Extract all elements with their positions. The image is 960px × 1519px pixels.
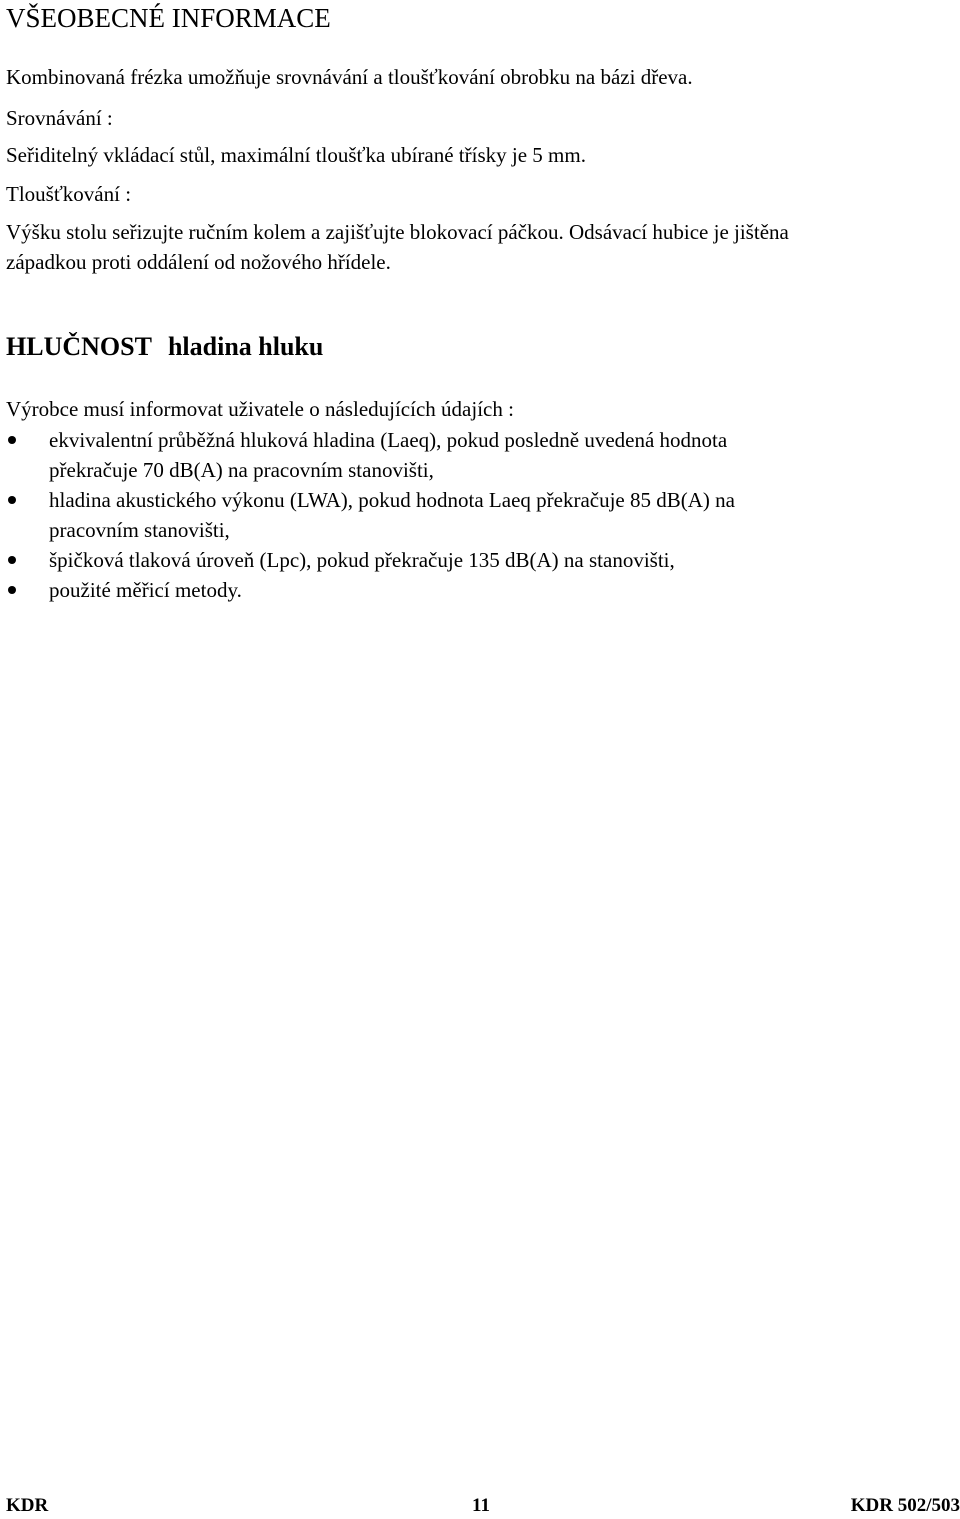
section-title-noise xyxy=(6,331,323,363)
paragraph-line: Výšku stolu seřizujte ručním kolem a zajišťujte blokovací páčkou. Odsávací hubice je jištěna xyxy=(6,220,789,244)
bullet-icon xyxy=(8,586,16,594)
list-item-line: ekvivalentní průběžná hluková hladina (Laeq), pokud posledně uvedená hodnota xyxy=(49,428,728,452)
paragraph-line: Kombinovaná frézka umožňuje srovnávání a tloušťkování obrobku na bázi dřeva. xyxy=(6,65,693,89)
bullet-icon xyxy=(8,556,16,564)
list-item xyxy=(6,575,956,605)
list-item-line: použité měřicí metody. xyxy=(49,578,242,602)
list-item-line: hladina akustického výkonu (LWA), pokud hodnota Laeq překračuje 85 dB(A) na xyxy=(49,488,735,512)
section-title-noise-main: HLUČNOST xyxy=(6,332,152,361)
list-item xyxy=(6,485,956,545)
section-title-noise-subtitle: hladina hluku xyxy=(167,332,324,361)
footer-left-label: KDR xyxy=(6,1495,49,1516)
footer-right-label: KDR 502/503 xyxy=(850,1495,960,1516)
list-item-line: překračuje 70 dB(A) na pracovním stanovišti, xyxy=(49,458,434,482)
footer-page-number: 11 xyxy=(472,1495,490,1516)
bullet-icon xyxy=(8,496,16,504)
noise-intro: Výrobce musí informovat uživatele o následujících údajích : xyxy=(6,397,514,421)
paragraph-line: západkou proti oddálení od nožového hřídele. xyxy=(6,250,391,274)
bullet-icon xyxy=(8,436,16,444)
paragraph-line: Srovnávání : xyxy=(6,106,113,130)
list-item xyxy=(6,545,956,575)
paragraph-line: Tloušťkování : xyxy=(6,182,132,206)
list-item xyxy=(6,425,956,485)
noise-bullet-list xyxy=(6,425,956,605)
list-item-line: pracovním stanovišti, xyxy=(49,518,230,542)
section-title-general-info: VŠEOBECNÉ INFORMACE xyxy=(6,3,331,33)
list-item-line: špičková tlaková úroveň (Lpc), pokud překračuje 135 dB(A) na stanovišti, xyxy=(49,548,675,572)
paragraph-line: Seřiditelný vkládací stůl, maximální tloušťka ubírané třísky je 5 mm. xyxy=(6,143,586,167)
